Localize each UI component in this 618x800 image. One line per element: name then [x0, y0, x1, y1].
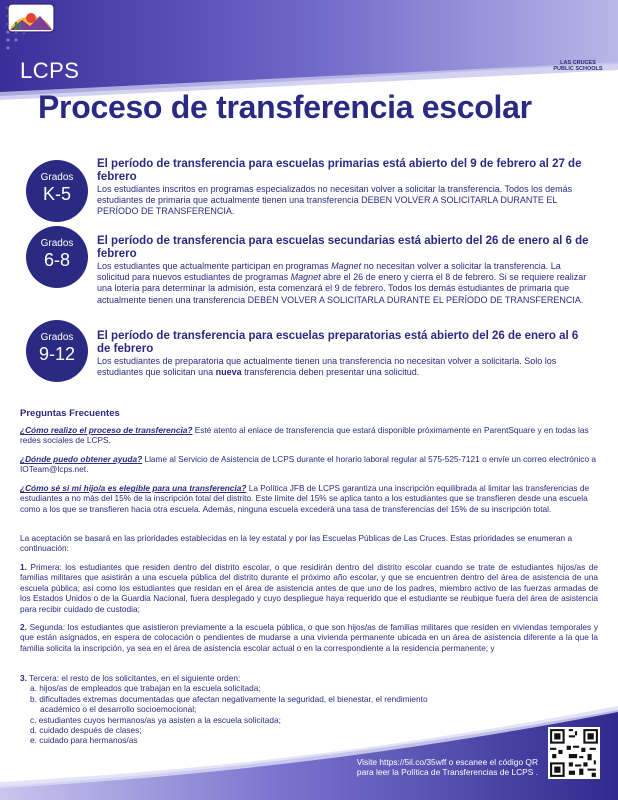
section-k5 [97, 158, 592, 218]
grade-badge-label: Grados [40, 172, 74, 183]
lcps-logo-text [540, 60, 616, 72]
list-item: c. estudiantes cuyos hermanos/as ya asisten a la escuela solicitada; [30, 714, 281, 725]
section-9-12-heading: El período de transferencia para escuelas preparatorias está abierto del 26 de enero al 6 de febrero [97, 330, 579, 355]
qr-code-icon[interactable] [548, 727, 600, 779]
section-6-8-body [97, 261, 592, 306]
priorities-intro: La aceptación se basará en las prioridades establecidas en la ley estatal y por las Escuelas Públicas de Las Cruces. Estas prioridades se enumeran a continuación: [20, 533, 573, 554]
priority-number: 2. [20, 622, 27, 632]
logo-text-line1: LAS CRUCES [560, 60, 596, 66]
magnet-term: Magnet [331, 261, 362, 271]
list-item: b. dificultades extremas documentadas que afectan negativamente la seguridad, el bienestar, el rendimiento [30, 693, 428, 704]
section-6-8-heading: El período de transferencia para escuelas secundarias está abierto del 26 de enero al 6 de febrero [97, 235, 589, 260]
section-k5-heading: El período de transferencia para escuelas primarias está abierto del 9 de febrero al 27 de febrero [97, 158, 582, 183]
faq-title: Preguntas Frecuentes [20, 408, 120, 419]
body-text: Los estudiantes que actualmente participan en programas [97, 261, 332, 271]
body-text: transferencia deben presentar una solicitud. [241, 367, 420, 378]
section-6-8 [97, 235, 592, 306]
banner-background [0, 0, 618, 150]
faq-answer: Esté atento al enlace de transferencia que estará disponible próximamente en ParentSquare y en todas las redes sociales de LCPS. [20, 425, 589, 446]
faq-question: ¿Cómo realizo el proceso de transferencia? [20, 425, 193, 435]
grade-badge-value: 6-8 [43, 250, 70, 270]
priority-text: Tercera: el resto de los solicitantes, en el siguiente orden: [26, 673, 241, 683]
body-text: abre el 26 de enero y cierra el 8 de febrero. Si se requiere realizar una lotería para determinar la admisión, esta comenzará el 9 de febrero. Todos los demás estudiantes de primaria que actualmente tienen una transferencia DEBEN VOLVER A SOLICITARLA DURANTE EL PERÍODO DE TRANSFERENCIA. [97, 272, 587, 305]
page-title: Proceso de transferencia escolar [38, 89, 532, 125]
faq-question: ¿Cómo sé si mi hijo/a es elegible para una transferencia? [20, 483, 247, 493]
grade-badge-9-12 [26, 320, 88, 382]
list-item: a. hijos/as de empleados que trabajan en la escuela solicitada; [30, 683, 261, 694]
body-text: Los estudiantes de preparatoria que actualmente tienen una transferencia no necesitan volver a solicitarla. Solo los estudiantes que solicitan una [97, 356, 557, 378]
list-item: d. cuidado después de clases; [30, 725, 142, 736]
footer-text [300, 757, 538, 777]
magnet-term: Magnet [290, 272, 321, 283]
footer-line2: para leer la Política de Transferencias de LCPS . [356, 767, 538, 777]
footer-banner [0, 690, 618, 800]
grade-badge-6-8 [26, 226, 88, 288]
priority-text: Primera: los estudiantes que residen dentro del distrito escolar, o que residirán dentro del distrito escolar cuando se trate de estudiantes hijos/as de familias militares que asistirán a una escuela pública del distrito durante el próximo año escolar, y que se encuentren dentro del área de asistencia de una escuela pública; así como los estudiantes que residan en el área de asistencia antes de que uno de los padres, miembro activo de las fuerzas armadas de los Estados Unidos o de la Guardia Nacional, fuera desplegado y cuyo despliegue haya requerido que el estudiante se reubique fuera del área de asistencia para recibir cuidado de custodia; [20, 562, 598, 614]
faq-question: ¿Dónde puedo obtener ayuda? [20, 454, 143, 464]
list-item: académico o el desarrollo socioemocional; [40, 704, 197, 715]
list-item: e. cuidado para hermanos/as [30, 735, 138, 746]
faq-answer: La Política JFB de LCPS garantiza una inscripción equilibrada al limitar las transferencias de estudiantes a no más del 15% de la inscripción total del distrito. Este límite del 15% se aplica tanto a los estudiantes que se transfieren desde una escuela como a los que se transfieren hacia otra escuela. Además, ninguna escuela excederá una tasa de transferencias del 15% de su inscripción total. [20, 483, 590, 514]
faq-item-eligibility [20, 483, 598, 514]
bold-term: nueva [215, 367, 242, 378]
section-9-12 [97, 330, 592, 378]
footer-line1: Visite https://5il.co/35wff o escanee el código QR [356, 757, 538, 767]
grade-badge-label: Grados [40, 238, 74, 249]
body-text: no necesitan volver a solicitar la transferencia. La solicitud para nuevos estudiantes de programas [97, 261, 561, 283]
logo-text-line2: PUBLIC SCHOOLS [553, 66, 603, 72]
priority-text: Segunda: los estudiantes que asistieron previamente a la escuela pública, o que son hijos/as de familias militares que residen en viviendas temporales y que están asignados, en espera de colocación o pendientes de mudarse a una vivienda permanente ubicada en un área de asistencia diferente a la que la familia solicita la inscripción, ya sea en el área de asistencia escolar actual o en la correspondiente a la residencia permanente; y [20, 622, 598, 653]
faq-answer: Llame al Servicio de Asistencia de LCPS durante el horario laboral regular al 575-525-7121 o envíe un correo electrónico a IOTeam@lcps.net. [20, 454, 596, 475]
grade-badge-value: K-5 [42, 184, 71, 204]
faq-item-help [20, 454, 598, 475]
brand-label: LCPS [20, 58, 80, 83]
grade-badge-value: 9-12 [38, 344, 76, 364]
lcps-logo-icon [0, 0, 62, 52]
priority-number: 1. [20, 562, 27, 572]
priority-1 [20, 562, 598, 614]
footer-background [0, 690, 618, 800]
faq-item-process [20, 425, 598, 446]
priority-number: 3. [20, 673, 27, 683]
section-9-12-body [97, 356, 592, 378]
section-k5-body: Los estudiantes inscritos en programas especializados no necesitan volver a solicitar la transferencia. Todos los demás estudiantes de primaria que actualmente tienen una transferencia DEBEN VOLVER A SOLICITARLA DURANTE EL PERÍODO DE TRANSFERENCIA. [97, 184, 573, 217]
grade-badge-k5 [26, 160, 88, 222]
priority-2 [20, 622, 598, 653]
header-banner [0, 0, 618, 150]
grade-badge-label: Grados [40, 332, 74, 343]
